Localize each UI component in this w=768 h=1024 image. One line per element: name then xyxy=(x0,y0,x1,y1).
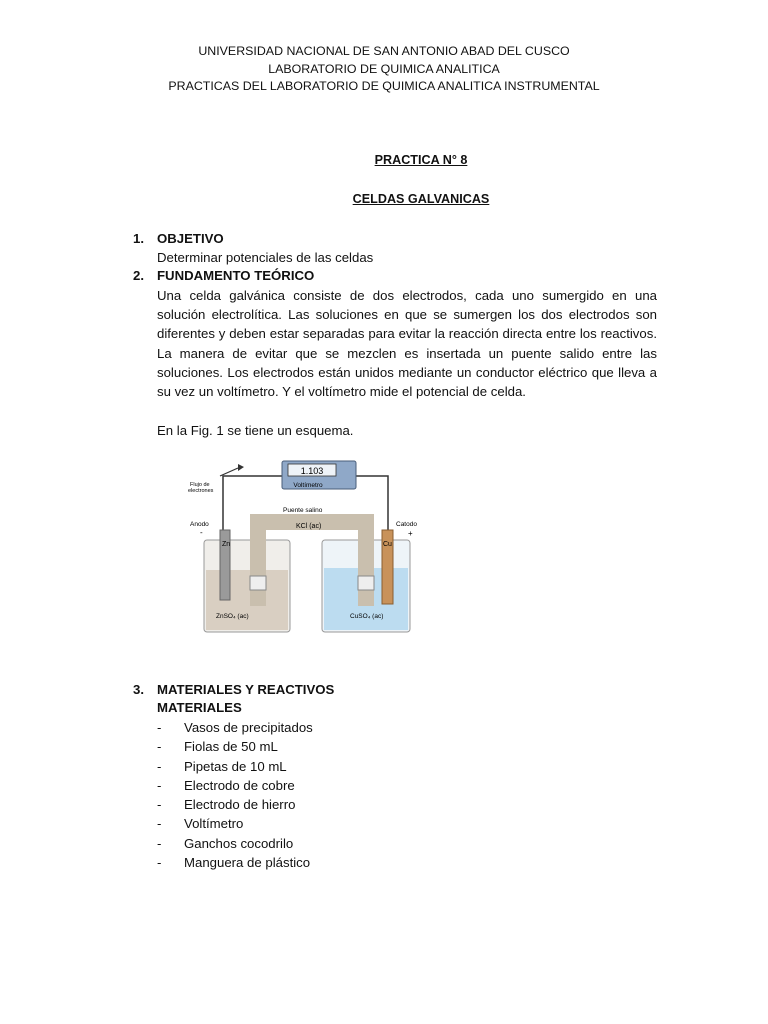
section-number: 3. xyxy=(133,682,144,697)
anode-sign: - xyxy=(200,528,203,537)
arrow-head-icon xyxy=(238,464,244,471)
anode-label: Anodo xyxy=(190,521,209,528)
galvanic-cell-diagram xyxy=(178,458,422,640)
list-item: - Vasos de precipitados xyxy=(157,720,313,735)
document-header xyxy=(0,43,768,96)
section-number: 1. xyxy=(133,231,144,246)
list-item: - Electrodo de hierro xyxy=(157,797,296,813)
university-name: UNIVERSIDAD NACIONAL DE SAN ANTONIO ABAD DEL CUSCO xyxy=(198,44,570,58)
section-title: FUNDAMENTO TEÓRICO xyxy=(157,268,315,283)
list-item: - Electrodo de cobre xyxy=(157,777,295,793)
zinc-solution xyxy=(206,570,288,630)
salt-bridge-solution: KCl (ac) xyxy=(296,523,322,530)
electron-flow-label-1: Flujo de xyxy=(190,482,210,488)
figure-reference: En la Fig. 1 se tiene un esquema. xyxy=(157,423,354,438)
objetivo-text: Determinar potenciales de las celdas xyxy=(157,250,374,265)
section-number: 2. xyxy=(133,268,144,283)
copper-solution-label: CuSO₄ (ac) xyxy=(350,613,384,620)
materials-list xyxy=(157,718,313,872)
course-name: PRACTICAS DEL LABORATORIO DE QUIMICA ANALITICA INSTRUMENTAL xyxy=(168,79,600,93)
practice-topic: CELDAS GALVANICAS xyxy=(352,192,490,206)
lab-name: LABORATORIO DE QUIMICA ANALITICA xyxy=(268,61,500,76)
cathode-label: Catodo xyxy=(396,521,417,528)
list-item: - Manguera de plástico xyxy=(157,855,311,871)
voltmeter-label: Voltímetro xyxy=(293,482,323,489)
section-fundamento-heading xyxy=(133,268,314,283)
cathode-sign: + xyxy=(408,529,413,538)
right-bridge-plug xyxy=(358,576,374,590)
section-title: OBJETIVO xyxy=(157,231,224,246)
galvanic-cell-figure xyxy=(178,458,422,640)
electron-flow-arrow-icon xyxy=(220,468,238,476)
list-item: - Fiolas de 50 mL xyxy=(157,739,278,755)
practice-number: PRACTICA N° 8 xyxy=(374,153,468,167)
materiales-subtitle: MATERIALES xyxy=(157,700,242,715)
list-item: - Ganchos cocodrilo xyxy=(157,835,294,851)
left-bridge-plug xyxy=(250,576,266,590)
electron-flow-label-2: electrones xyxy=(188,488,214,494)
salt-bridge-label: Puente salino xyxy=(283,507,323,514)
copper-label: Cu xyxy=(383,541,392,548)
list-item: - Voltímetro xyxy=(157,816,244,832)
section-title: MATERIALES Y REACTIVOS xyxy=(157,682,335,697)
voltmeter-reading: 1.103 xyxy=(300,466,324,476)
zinc-solution-label: ZnSO₄ (ac) xyxy=(216,613,249,620)
zinc-label: Zn xyxy=(222,541,231,548)
section-materiales-heading xyxy=(133,682,334,697)
section-objetivo-heading xyxy=(133,231,224,246)
list-item: - Pipetas de 10 mL xyxy=(157,758,287,774)
fundamento-paragraph: Una celda galvánica consiste de dos electrodos, cada uno sumergido en una solución electrolítica. Las soluciones en que se sumergen los dos electrodos son diferentes y deben estar separadas para evitar la reacción directa entre los reactivos. La manera de evitar que se mezclen es insertada un puente salido entre las soluciones. Los electrodos están unidos mediante un conductor eléctrico que lleva a su vez un voltímetro. Y el voltímetro mide el potencial de celda. xyxy=(157,288,657,400)
